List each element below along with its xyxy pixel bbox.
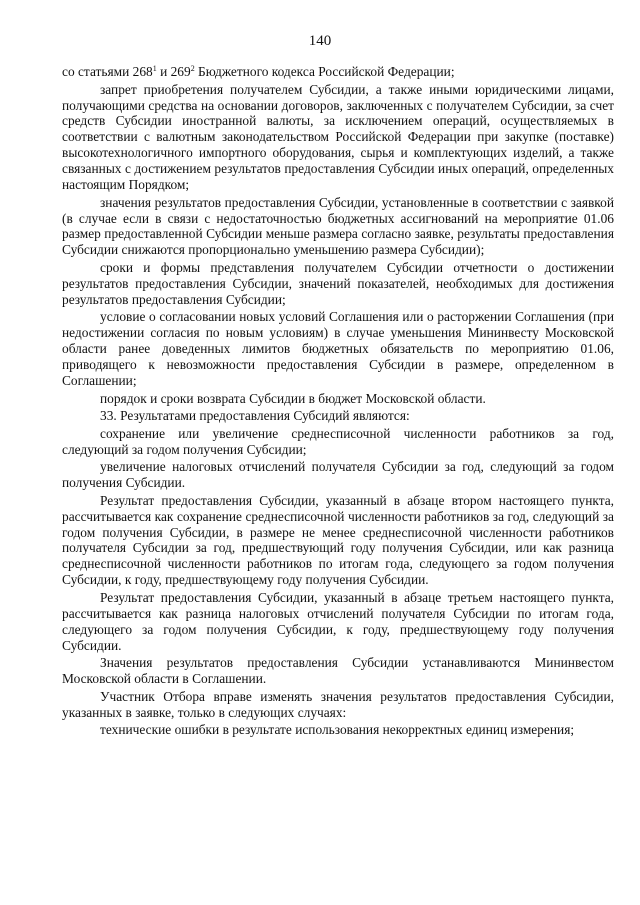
paragraph-continuation xyxy=(62,64,614,80)
paragraph-result-values: значения результатов предоставления Субсидии, установленные в соответствии с заявкой (в случае если в связи с недостаточностью бюджетных ассигнований на мероприятие 01.06 размер предоставленной Субсидии меньше размера согласно заявке, результаты предоставления Субсидии снижаются пропорционально уменьшению размера Субсидии); xyxy=(62,194,614,258)
superscript: 1 xyxy=(152,64,157,73)
paragraph-agreement-conditions: условие о согласовании новых условий Соглашения или о расторжении Соглашения (при недостижении согласия по новым условиям) в случае уменьшения Мининвесту Московской области ранее доведенных лимитов бюджетных обязательств по мероприятию 01.06, приводящего к невозможности предоставления Субсидии в размере, определенном в Соглашении; xyxy=(62,309,614,388)
text-fragment: и 269 xyxy=(156,64,191,79)
page-number: 140 xyxy=(308,33,332,49)
paragraph-headcount-calculation: Результат предоставления Субсидии, указанный в абзаце втором настоящего пункта, рассчитывается как сохранение среднесписочной численности работников за год, следующий за годом получения Субсидии, в размере не менее среднесписочной численности работников получателя Субсидии за год, предшествующий году получения Субсидии, или как разница среднесписочной численности работников по итогам года, следующего за годом получения Субсидии, к году, предшествующему году получения Субсидии. xyxy=(62,492,614,588)
text-fragment: Бюджетного кодекса Российской Федерации; xyxy=(194,64,455,79)
paragraph-tax-result: увеличение налоговых отчислений получателя Субсидии за год, следующий за годом получения Субсидии. xyxy=(62,459,614,491)
paragraph-values-set: Значения результатов предоставления Субсидии устанавливаются Мининвестом Московской области в Соглашении. xyxy=(62,655,614,687)
paragraph-currency-ban: запрет приобретения получателем Субсидии, а также иными юридическими лицами, получающими средства на основании договоров, заключенных с получателем Субсидии, за счет средств Субсидии иностранной валюты, за исключением операций, осуществляемых в соответствии с валютным законодательством Российской Федерации при закупке (поставке) высокотехнологичного импортного оборудования, сырья и комплектующих изделий, а также связанных с достижением результатов предоставления Субсидии иных операций, определенных настоящим Порядком; xyxy=(62,81,614,193)
paragraph-tax-calculation: Результат предоставления Субсидии, указанный в абзаце третьем настоящего пункта, рассчитывается как разница налоговых отчислений получателя Субсидии по итогам года, следующего за годом получения Субсидии, к году, предшествующему году получения Субсидии. xyxy=(62,589,614,653)
paragraph-technical-errors: технические ошибки в результате использования некорректных единиц измерения; xyxy=(100,722,575,738)
paragraph-reporting-terms: сроки и формы представления получателем Субсидии отчетности о достижении результатов предоставления Субсидии, значений показателей, необходимых для достижения результатов предоставления Субсидии; xyxy=(62,259,614,307)
paragraph-section-33: 33. Результатами предоставления Субсидий являются: xyxy=(100,408,410,424)
document-body xyxy=(62,64,614,740)
paragraph-headcount-result: сохранение или увеличение среднесписочной численности работников за год, следующий за годом получения Субсидии; xyxy=(62,425,614,457)
superscript: 2 xyxy=(190,64,195,73)
paragraph-return-procedure: порядок и сроки возврата Субсидии в бюджет Московской области. xyxy=(100,390,486,406)
paragraph-change-cases: Участник Отбора вправе изменять значения результатов предоставления Субсидии, указанных в заявке, только в следующих случаях: xyxy=(62,688,614,720)
text-fragment: со статьями 268 xyxy=(62,64,153,79)
